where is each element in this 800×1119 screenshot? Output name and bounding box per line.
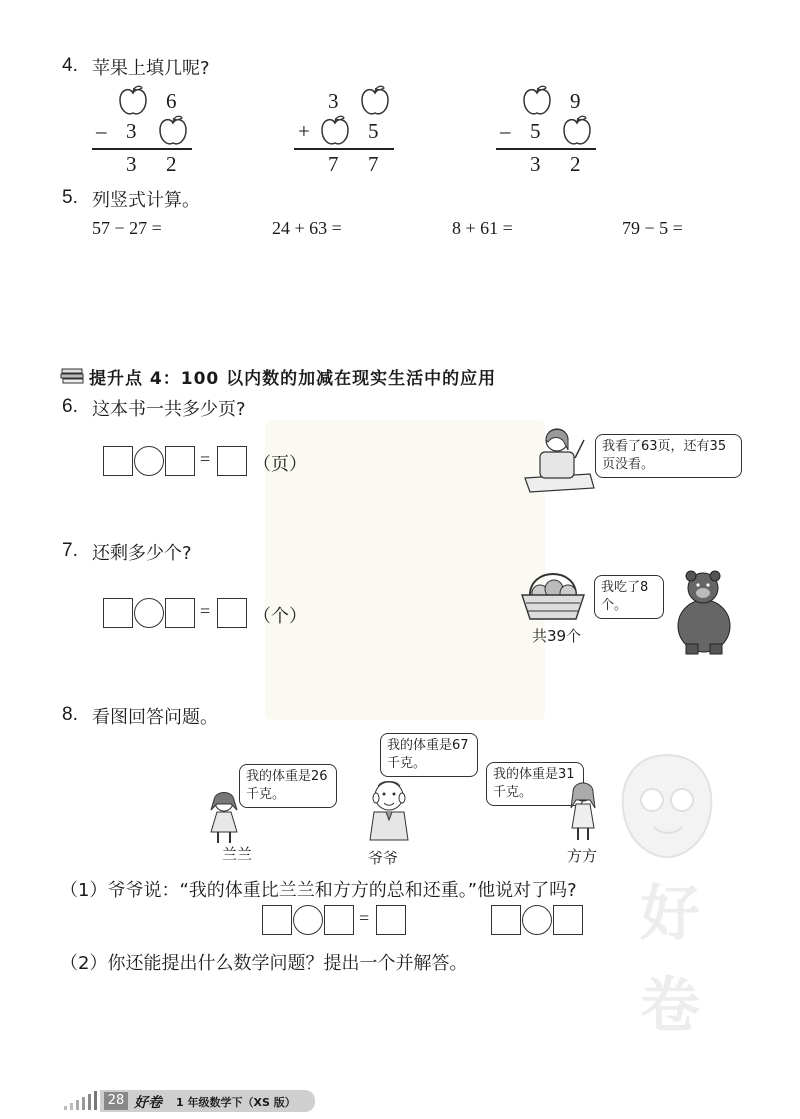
q5-number: 5. — [62, 187, 78, 208]
girl-reading-illustration — [520, 420, 595, 495]
footer-brand: 好卷 — [134, 1095, 162, 1111]
apple-icon — [120, 86, 146, 114]
yeye-name: 爷爷 — [368, 849, 399, 867]
q4-p2-result-right: 7 — [368, 152, 379, 176]
q4-p2-bottom-right: 5 — [368, 119, 379, 143]
equals-sign: = — [359, 908, 370, 928]
footer-book-title: 1 年级数学下（XS 版） — [176, 1096, 296, 1109]
q8-title: 看图回答问题。 — [92, 707, 218, 728]
q5-expr: 24 + 63 = — [272, 218, 342, 238]
background-watermark — [265, 420, 545, 720]
q6-number: 6. — [62, 396, 78, 417]
operator-circle[interactable] — [293, 905, 323, 935]
operator-circle[interactable] — [522, 905, 552, 935]
answer-box[interactable] — [491, 905, 521, 935]
apple-icon — [362, 86, 388, 114]
q4-p1-bottom-left: 3 — [126, 119, 137, 143]
q4-p2-result-left: 7 — [328, 152, 339, 176]
q6-unit: （页） — [253, 454, 307, 475]
q4-p2-operator: + — [298, 119, 310, 143]
apple-icon — [564, 116, 590, 144]
footer-bars-decoration — [62, 1088, 102, 1112]
answer-box[interactable] — [103, 446, 133, 476]
answer-box[interactable] — [165, 446, 195, 476]
q8-sub1: （1）爷爷说：“我的体重比兰兰和方方的总和还重。”他说对了吗? — [60, 880, 577, 901]
q4-p3-result-left: 3 — [530, 152, 541, 176]
side-watermark-text: 好卷 — [640, 879, 700, 1041]
q4-p1-operator: – — [96, 119, 107, 143]
basket-label: 共39个 — [532, 627, 582, 645]
q7-title: 还剩多少个? — [92, 543, 192, 564]
operator-circle[interactable] — [134, 446, 164, 476]
answer-box[interactable] — [165, 598, 195, 628]
q5-expr: 8 + 61 = — [452, 218, 513, 238]
operator-circle[interactable] — [134, 598, 164, 628]
q7-number: 7. — [62, 540, 78, 561]
grandpa-illustration — [364, 776, 414, 844]
answer-box[interactable] — [103, 598, 133, 628]
q4-number: 4. — [62, 55, 78, 76]
books-icon — [60, 366, 86, 386]
page-number: 28 — [104, 1092, 128, 1110]
apple-basket-illustration — [518, 565, 588, 623]
q4-p3-operator: – — [500, 119, 511, 143]
q4-p1-line — [92, 148, 192, 150]
lanlan-illustration — [203, 788, 245, 846]
q4-title: 苹果上填几呢? — [92, 58, 210, 79]
q4-p3-result-right: 2 — [570, 152, 581, 176]
equals-sign: = — [200, 449, 211, 469]
fangfang-illustration — [562, 778, 604, 844]
fangfang-speech-bubble: 我的体重是31千克。 — [486, 762, 584, 806]
q5-title: 列竖式计算。 — [92, 190, 200, 211]
apple-icon — [524, 86, 550, 114]
q6-speech-bubble: 我看了63页，还有35页没看。 — [595, 434, 742, 478]
q4-p1-result-right: 2 — [166, 152, 177, 176]
q4-p2-top-left: 3 — [328, 89, 339, 113]
answer-box[interactable] — [324, 905, 354, 935]
q4-p3-line — [496, 148, 596, 150]
q8-number: 8. — [62, 704, 78, 725]
bear-illustration — [668, 568, 738, 656]
q6-title: 这本书一共多少页? — [92, 399, 246, 420]
q5-expr: 57 − 27 = — [92, 218, 162, 238]
q4-p1-top-right: 6 — [166, 89, 177, 113]
mascot-watermark — [612, 745, 722, 865]
fangfang-name: 方方 — [567, 847, 598, 865]
q5-expr: 79 − 5 = — [622, 218, 683, 238]
q4-p3-bottom-left: 5 — [530, 119, 541, 143]
q8-sub2: （2）你还能提出什么数学问题？提出一个并解答。 — [60, 953, 468, 974]
q7-speech-bubble: 我吃了8个。 — [594, 575, 664, 619]
answer-box[interactable] — [262, 905, 292, 935]
lanlan-speech-bubble: 我的体重是26千克。 — [239, 764, 337, 808]
section-title: 提升点 4：100 以内数的加减在现实生活中的应用 — [89, 369, 497, 389]
yeye-speech-bubble: 我的体重是67千克。 — [380, 733, 478, 777]
answer-box[interactable] — [376, 905, 406, 935]
apple-icons — [0, 0, 800, 180]
equals-sign: = — [200, 601, 211, 621]
answer-box[interactable] — [217, 598, 247, 628]
apple-icon — [160, 116, 186, 144]
q7-unit: （个） — [253, 606, 307, 627]
q4-p2-line — [294, 148, 394, 150]
answer-box[interactable] — [217, 446, 247, 476]
q4-p1-result-left: 3 — [126, 152, 137, 176]
lanlan-name: 兰兰 — [222, 845, 253, 863]
apple-icon — [322, 116, 348, 144]
answer-box[interactable] — [553, 905, 583, 935]
q4-p3-top-right: 9 — [570, 89, 581, 113]
